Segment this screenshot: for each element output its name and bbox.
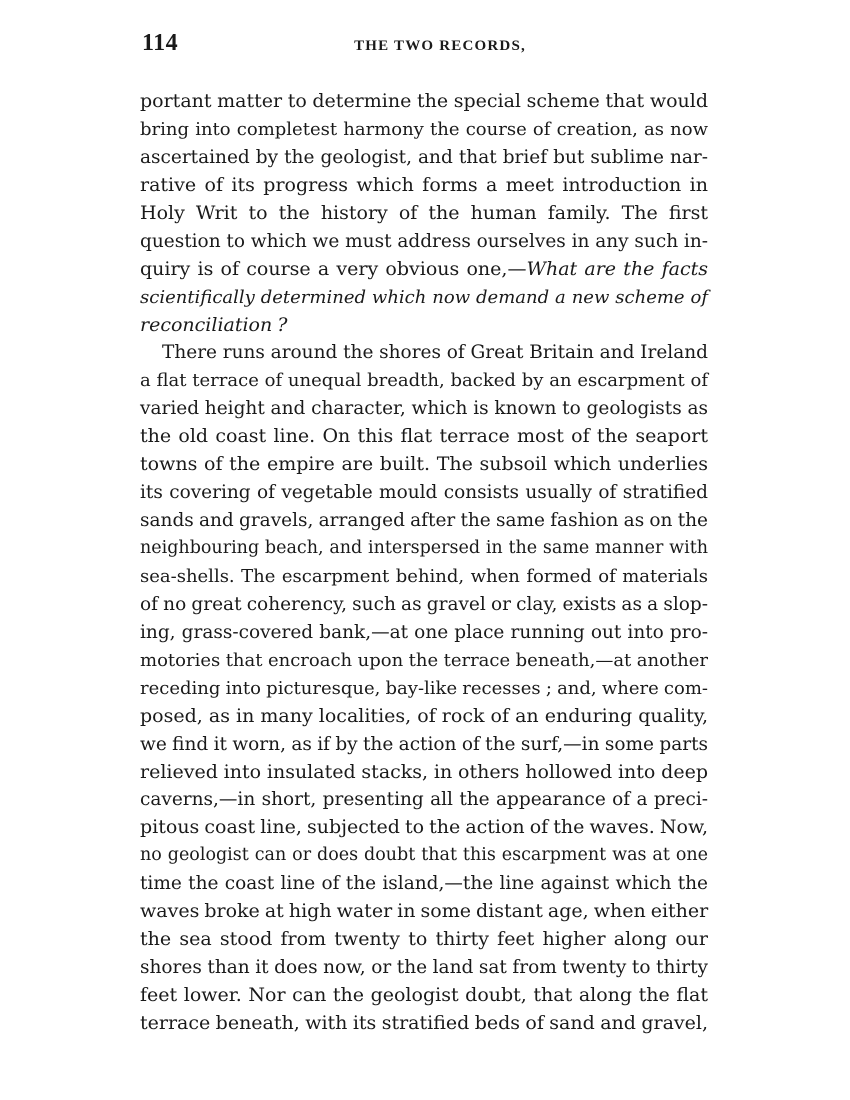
text-line: of no great coherency, such as gravel or clay, exists as a slop- — [140, 593, 708, 615]
text-line: ing, grass-covered bank,—at one place running out into pro- — [140, 621, 708, 643]
text-line: receding into picturesque, bay-like recesses ; and, where com- — [140, 677, 708, 699]
text-line: Holy Writ to the history of the human family. The first — [140, 201, 708, 224]
text-body — [140, 88, 708, 1038]
text-line: no geologist can or does doubt that this escarpment was at one — [140, 845, 708, 866]
text-line: neighbouring beach, and interspersed in the same manner with — [140, 538, 708, 558]
text-line — [140, 256, 708, 284]
text-line: waves broke at high water in some distant age, when either — [140, 900, 709, 923]
text-line: sands and gravels, arranged after the same fashion as on the — [140, 510, 708, 532]
text-line: the sea stood from twenty to thirty feet higher along our — [140, 928, 708, 951]
text-line: question to which we must address ourselves in any such in- — [140, 230, 708, 252]
paragraph-2 — [140, 339, 708, 1037]
text-line: varied height and character, which is known to geologists as — [140, 398, 708, 420]
text-line: bring into completest harmony the course of creation, as now — [140, 118, 708, 140]
text-line: portant matter to determine the special scheme that would — [140, 90, 708, 112]
text-line: There runs around the shores of Great Britain and Ireland — [162, 342, 708, 364]
text-line: towns of the empire are built. The subsoil which underlies — [140, 453, 708, 476]
text-line: we find it worn, as if by the action of the surf,—in some parts — [140, 733, 708, 755]
text-line: posed, as in many localities, of rock of an enduring quality, — [140, 704, 708, 727]
text-line: motories that encroach upon the terrace beneath,—at another — [140, 649, 708, 671]
italic-question-line: scientifically determined which now demand a new scheme of — [140, 286, 708, 308]
italic-question-line: reconciliation ? — [140, 313, 288, 336]
text-line: sea-shells. The escarpment behind, when formed of materials — [140, 565, 708, 587]
running-title: THE TWO RECORDS, — [354, 38, 526, 54]
text-line: rative of its progress which forms a meet introduction in — [140, 173, 708, 196]
text-line: feet lower. Nor can the geologist doubt, that along the flat — [140, 984, 708, 1006]
text-line: ascertained by the geologist, and that brief but sublime nar- — [140, 146, 708, 168]
running-head — [142, 30, 708, 64]
text-line: shores than it does now, or the land sat from twenty to thirty — [140, 957, 708, 979]
text-line-plain: quiry is of course a very obvious one,— — [140, 257, 527, 280]
italic-question: What are the facts — [526, 257, 708, 280]
page-number: 114 — [142, 30, 179, 56]
text-line: pitous coast line, subjected to the action of the waves. Now, — [140, 816, 708, 839]
text-line: time the coast line of the island,—the line against which the — [140, 873, 708, 895]
text-line: caverns,—in short, presenting all the appearance of a preci- — [140, 789, 708, 811]
text-line: the old coast line. On this flat terrace most of the seaport — [140, 425, 708, 448]
paragraph-1 — [140, 88, 708, 339]
text-line: its covering of vegetable mould consists usually of stratified — [140, 482, 708, 504]
text-line: relieved into insulated stacks, in others hollowed into deep — [140, 760, 708, 783]
text-line: terrace beneath, with its stratified beds of sand and gravel, — [140, 1011, 708, 1034]
text-line: a flat terrace of unequal breadth, backed by an escarpment of — [140, 370, 708, 392]
